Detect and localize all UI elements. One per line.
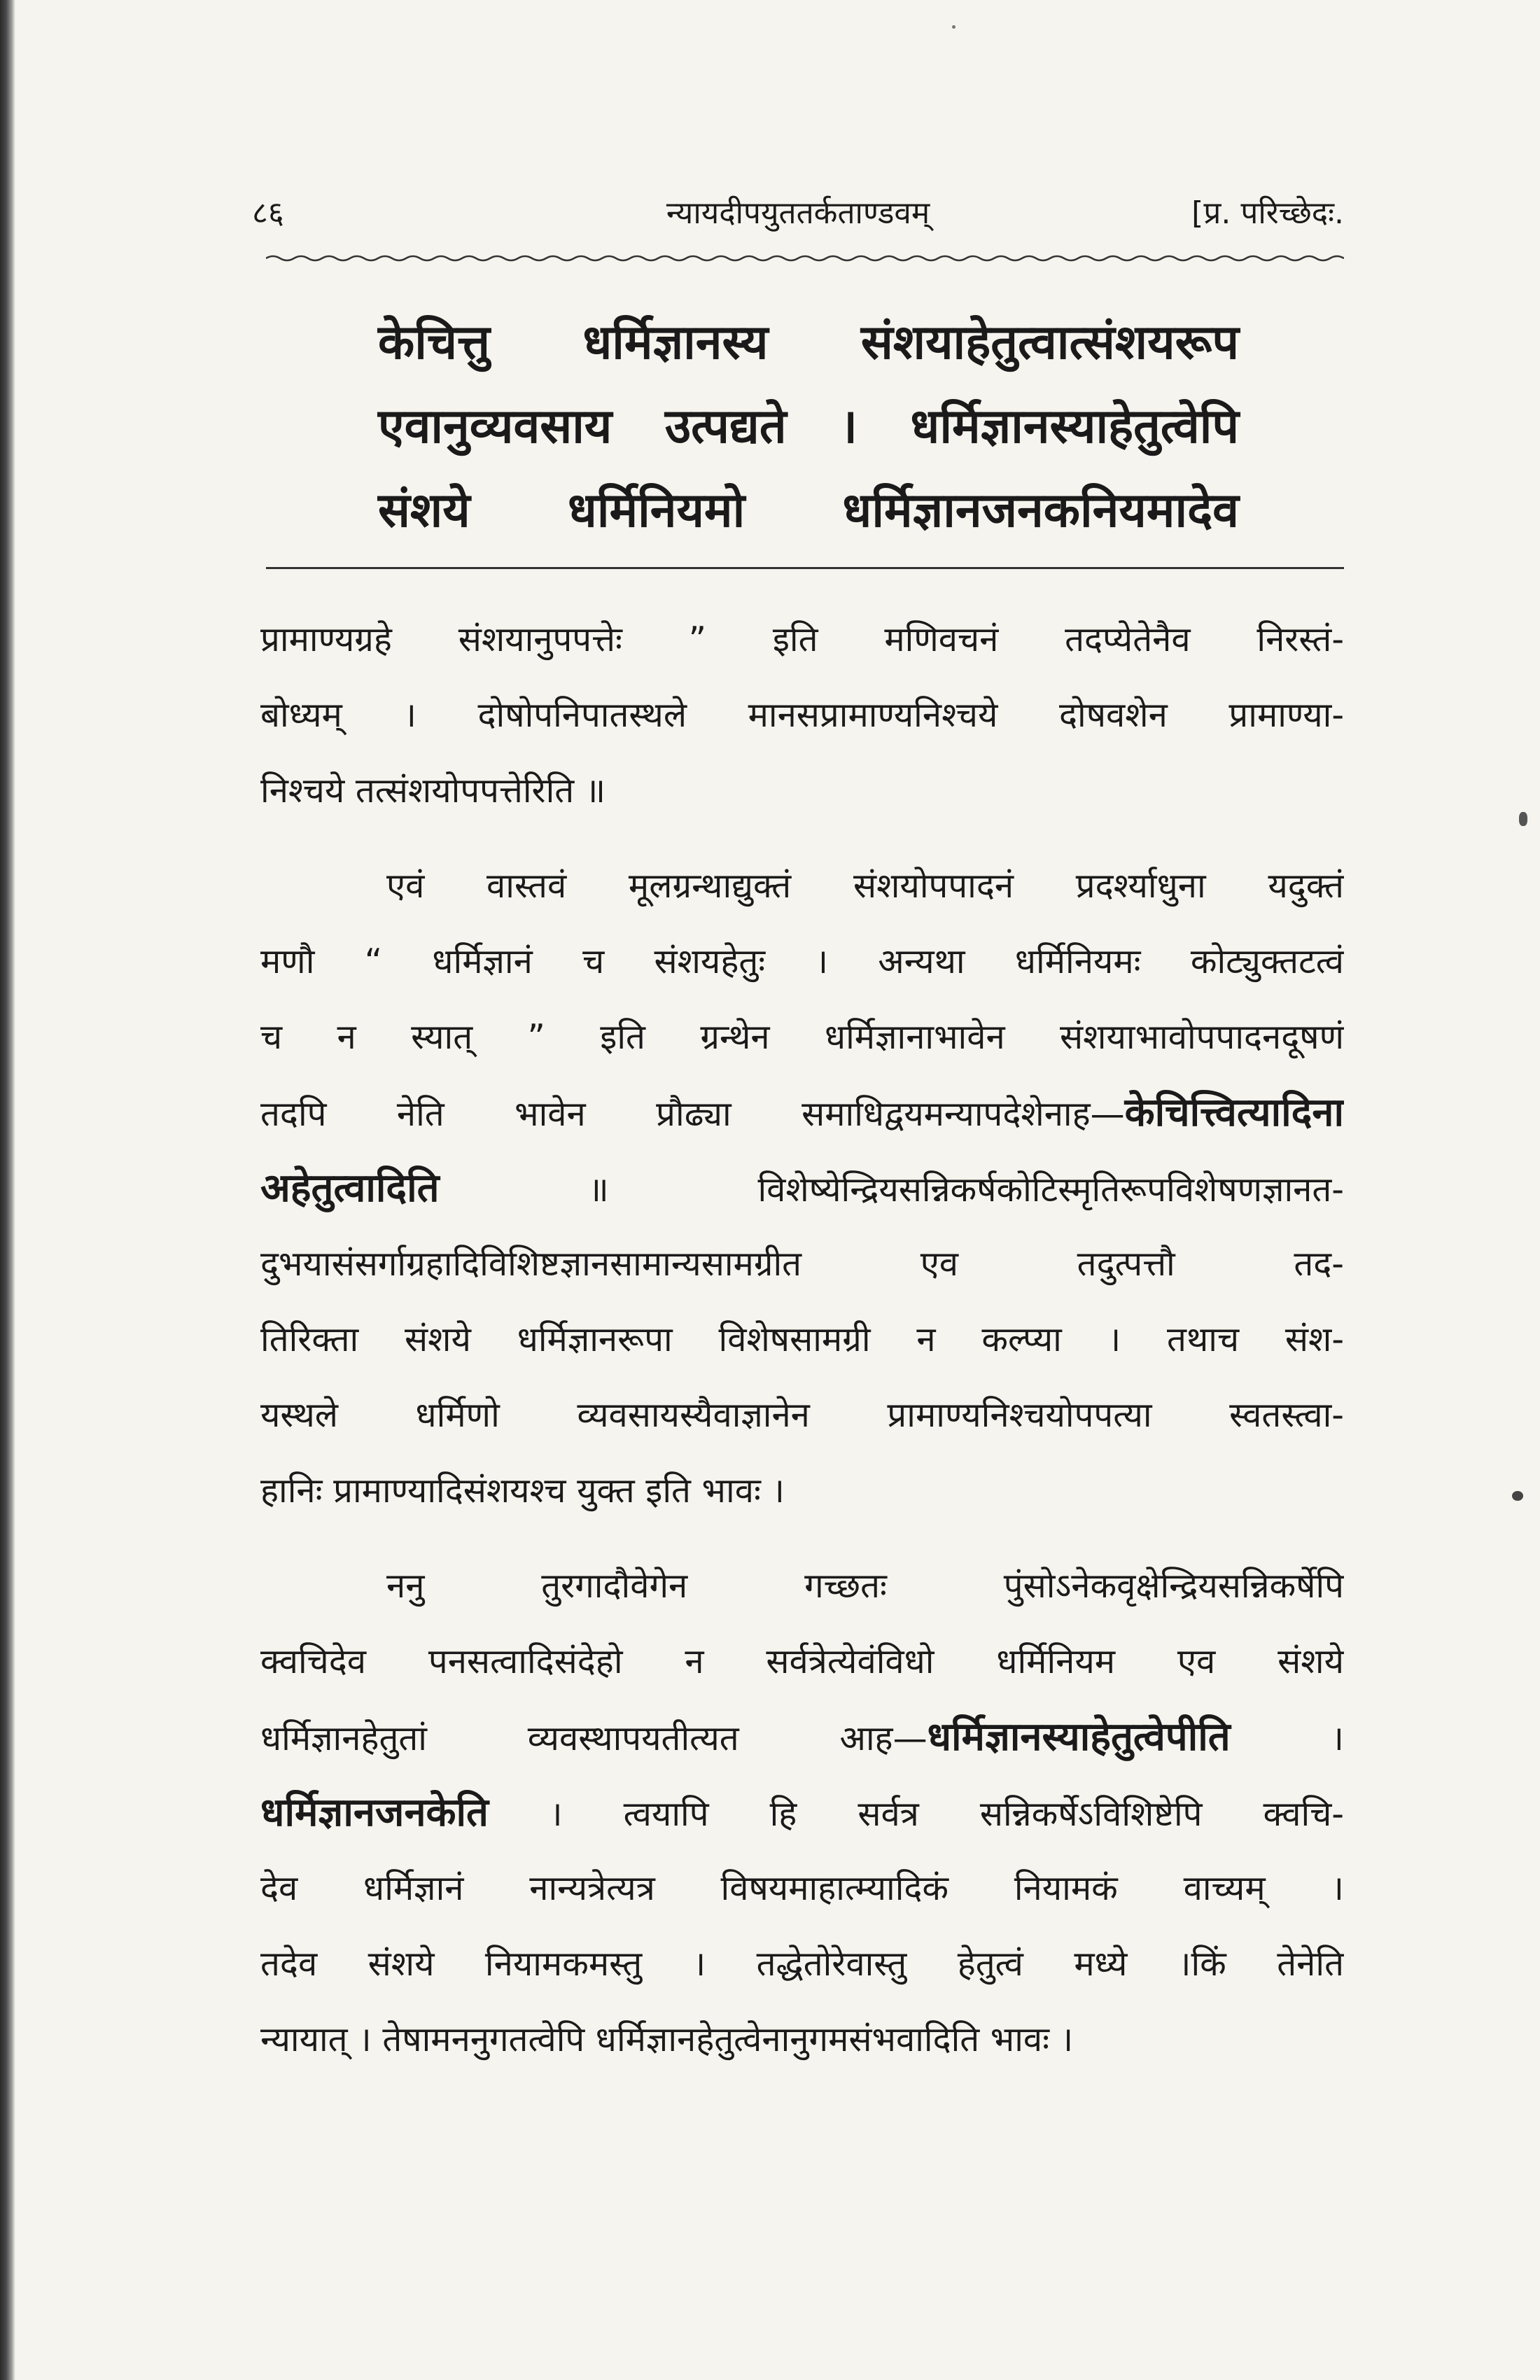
header-wavy-rule xyxy=(266,253,1344,263)
book-title: न्यायदीपयुततर्कताण्डवम् xyxy=(666,195,930,231)
commentary-text: ॥ विशेष्येन्द्रियसन्निकर्षकोटिस्मृतिरूपविशेषणज्ञानत- xyxy=(439,1170,1344,1210)
commentary-line: तिरिक्ता संशये धर्मिज्ञानरूपा विशेषसामग्री न कल्प्या । तथाच संश- xyxy=(260,1320,1344,1359)
commentary-line: एवं वास्तवं मूलग्रन्थाद्युक्तं संशयोपपादनं प्रदर्श्याधुना यदुक्तं xyxy=(386,866,1344,906)
commentary-line: ननु तुरगादौवेगेन गच्छतः पुंसोऽनेकवृक्षेन्द्रियसन्निकर्षेपि xyxy=(386,1566,1344,1606)
scan-speck xyxy=(1512,1491,1523,1501)
commentary-line: बोध्यम् । दोषोपनिपातस्थले मानसप्रामाण्यनिश्चये दोषवशेन प्रामाण्या- xyxy=(260,695,1344,735)
commentary-line xyxy=(260,1075,1344,1151)
commentary-line: न्यायात् । तेषामननुगतत्वेपि धर्मिज्ञानहेतुत्वेनानुगमसंभवादिति भावः । xyxy=(260,2019,1074,2059)
paragraph-gap xyxy=(260,1529,1344,1548)
commentary-line: मणौ “ धर्मिज्ञानं च संशयहेतुः । अन्यथा धर्मिनियमः कोट्युक्तटत्वं xyxy=(260,941,1344,981)
scan-speck xyxy=(1519,812,1527,826)
verse-separator-rule xyxy=(266,567,1344,569)
commentary-line: देव धर्मिज्ञानं नान्यत्रेत्यत्र विषयमाहात्म्यादिकं नियामकं वाच्यम् । xyxy=(260,1868,1344,1908)
commentary-line: दुभयासंसर्गाग्रहादिविशिष्टज्ञानसामान्यसामग्रीत एव तदुत्पत्तौ तद- xyxy=(260,1244,1344,1284)
commentary-text: । xyxy=(1230,1718,1344,1758)
commentary-line: हानिः प्रामाण्यादिसंशयश्च युक्त इति भावः । xyxy=(260,1471,785,1511)
section-label: [प्र. परिच्छेदः. xyxy=(1191,195,1344,231)
scan-speck xyxy=(952,25,955,29)
root-verse-block xyxy=(378,301,1239,553)
running-header xyxy=(252,189,1344,238)
commentary-line xyxy=(260,1700,1344,1775)
commentary-text: धर्मिज्ञानहेतुतां व्यवस्थापयतीत्यत आह— xyxy=(260,1718,927,1758)
commentary-line: तदेव संशये नियामकमस्तु । तद्धेतोरेवास्तु हेतुत्वं मध्ये ।किं तेनेति xyxy=(260,1944,1344,1984)
pratika-keyword: अहेतुत्वादिति xyxy=(260,1166,440,1211)
commentary-line: प्रामाण्यग्रहे संशयानुपपत्तेः ” इति मणिवचनं तदप्येतेनैव निरस्तं- xyxy=(260,620,1344,659)
verse-line: संशये धर्मिनियमो धर्मिज्ञानजनकनियमादेव xyxy=(378,483,1239,538)
pratika-keyword: केचित्त्वित्यादिना xyxy=(1124,1090,1344,1135)
commentary-line xyxy=(260,1775,1344,1851)
pratika-keyword: धर्मिज्ञानस्याहेतुत्वेपीति xyxy=(927,1714,1231,1760)
commentary-text: । त्वयापि हि सर्वत्र सन्निकर्षेऽविशिष्टेपि क्वचि- xyxy=(488,1794,1344,1834)
verse-line: केचित्तु धर्मिज्ञानस्य संशयाहेतुत्वात्संशयरूप xyxy=(378,315,1239,370)
commentary-line: यस्थले धर्मिणो व्यवसायस्यैवाज्ञानेन प्रामाण्यनिश्चयोपपत्या स्वतस्त्वा- xyxy=(260,1395,1344,1435)
page-number: ८६ xyxy=(252,195,284,231)
commentary-line xyxy=(260,1151,1344,1226)
pratika-keyword: धर्मिज्ञानजनकेति xyxy=(260,1790,489,1835)
book-binding-edge xyxy=(0,0,15,2380)
commentary-block xyxy=(260,602,1344,2078)
commentary-line: क्वचिदेव पनसत्वादिसंदेहो न सर्वत्रेत्येवंविधो धर्मिनियम एव संशये xyxy=(260,1642,1344,1681)
paragraph-gap xyxy=(260,829,1344,848)
commentary-text: तदपि नेति भावेन प्रौढ्या समाधिद्वयमन्यापदेशेनाह— xyxy=(260,1094,1125,1134)
commentary-line: निश्चये तत्संशयोपपत्तेरिति ॥ xyxy=(260,771,606,811)
commentary-line: च न स्यात् ” इति ग्रन्थेन धर्मिज्ञानाभावेन संशयाभावोपपादनदूषणं xyxy=(260,1017,1344,1057)
verse-line: एवानुव्यवसाय उत्पद्यते । धर्मिज्ञानस्याहेतुत्वेपि xyxy=(378,399,1239,454)
